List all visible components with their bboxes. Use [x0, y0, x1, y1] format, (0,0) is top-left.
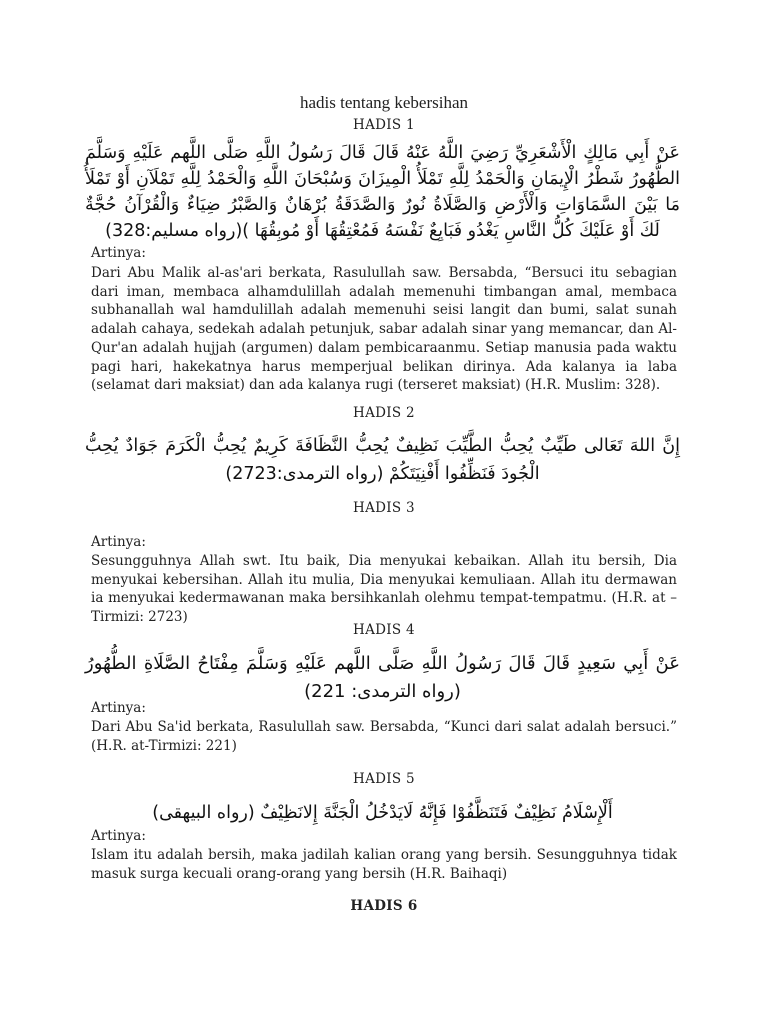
hadis-2-arabic: إِنَّ اللهَ تَعَالى طَيِّبٌ يُحِبُّ الطَّيِّبَ نَظِيفٌ يُحِبُّ النَّظَافَةَ كَرِيمٌ يُحِبُّ الْكَرَمَ جَوَادٌ يُحِبُّ الْجُودَ فَنَظِّفُوا أَفْنِيَتَكُمْ (رواه الترمدى:2723)	[85, 436, 680, 484]
hadis-5-arabic: أَلْإِسْلَامُ نَظِيْفٌ فَتَنَظَّفُوْا فَإِنَّهُ لَايَدْخُلُ الْجَنَّةَ إِلانَظِيْفٌ (رواه البيهقى)	[152, 803, 613, 823]
hadis-4-arabic: عَنْ أَبِي سَعِيدٍ قَالَ قَالَ رَسُولُ اللَّهِ صَلَّى اللَّهم عَلَيْهِ وَسَلَّمَ مِفْتَاحُ الصَّلَاةِ الطُّهُورُ (رواه الترمدى: 221)	[85, 653, 680, 702]
hadis-2-heading: HADIS 2	[353, 405, 415, 421]
hadis-3-heading: HADIS 3	[353, 500, 415, 516]
hadis-6-heading: HADIS 6	[350, 898, 418, 914]
hadis-4-heading: HADIS 4	[353, 622, 415, 638]
hadis-4-translation: Dari Abu Sa'id berkata, Rasulullah saw. Bersabda, “Kunci dari salat adalah bersuci.” (H.R. at-Tirmizi: 221)	[91, 719, 677, 754]
hadis-1-artinya-label: Artinya:	[91, 245, 146, 261]
hadis-1-heading: HADIS 1	[353, 117, 415, 133]
hadis-5-artinya-label: Artinya:	[91, 828, 146, 844]
hadis-5-heading: HADIS 5	[353, 771, 415, 787]
hadis-4-artinya-label: Artinya:	[91, 700, 146, 716]
hadis-3-artinya-label: Artinya:	[91, 534, 146, 550]
hadis-1-arabic: عَنْ أَبِي مَالِكٍ الْأَشْعَرِيِّ رَضِيَ اللَّهُ عَنْهُ قَالَ قَالَ رَسُولُ اللَّهِ صَلَّى اللَّهم عَلَيْهِ وَسَلَّمَ الطُّهُورُ شَطْرُ الْإِيمَانِ وَالْحَمْدُ لِلَّهِ تَمْلَأُ الْمِيزَانَ وَسُبْحَانَ اللَّهِ وَالْحَمْدُ لِلَّهِ تَمْلَآنِ أَوْ تَمْلَأُ مَا بَيْنَ السَّمَاوَاتِ وَالْأَرْضِ وَالصَّلَاةُ نُورٌ وَالصَّدَقَةُ بُرْهَانٌ وَالصَّبْرُ ضِيَاءٌ وَالْقُرْآنُ حُجَّةٌ لَكَ أَوْ عَلَيْكَ كُلُّ النَّاسِ يَغْدُو فَبَايِعٌ نَفْسَهُ فَمُعْتِقُهَا أَوْ مُوبِقُهَا )(رواه مسليم:328)	[85, 143, 680, 241]
hadis-1-translation: Dari Abu Malik al-as'ari berkata, Rasulullah saw. Bersabda, “Bersuci itu sebagian dari iman, membaca alhamdulillah adalah memenuhi timbangan amal, membaca subhanallah wal hamdulillah adalah memenuhi seisi langit dan bumi, salat sunah adalah cahaya, sedekah adalah petunjuk, sabar adalah sinar yang memancar, dan Al-Qur'an adalah hujjah (argumen) dalam pembicaraanmu. Setiap manusia pada waktu pagi hari, hakekatnya harus memperjual belikan dirinya. Ada kalanya ia laba (selamat dari maksiat) dan ada kalanya rugi (terseret maksiat) (H.R. Muslim: 328).	[91, 265, 677, 394]
hadis-3-translation: Sesungguhnya Allah swt. Itu baik, Dia menyukai kebaikan. Allah itu bersih, Dia menyukai kebersihan. Allah itu mulia, Dia menyukai kemuliaan. Allah itu dermawan ia menyukai kedermawanan maka bersihkanlah olehmu tempat-tempatmu. (H.R. at –Tirmizi: 2723)	[91, 553, 677, 626]
hadis-5-translation: Islam itu adalah bersih, maka jadilah kalian orang yang bersih. Sesungguhnya tidak masuk surga kecuali orang-orang yang bersih (H.R. Baihaqi)	[91, 847, 677, 882]
document-title: hadis tentang kebersihan	[299, 93, 469, 112]
